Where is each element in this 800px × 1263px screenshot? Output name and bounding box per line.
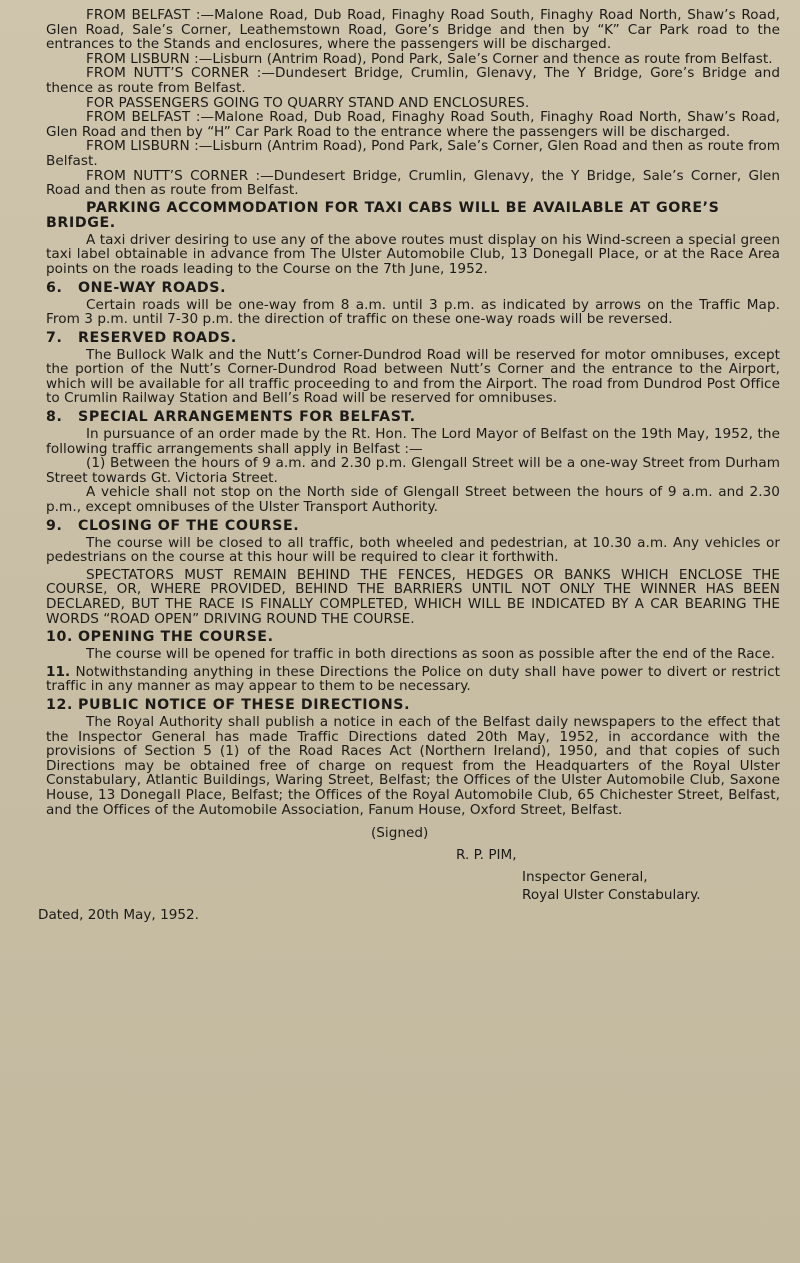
glengall-no-stopping-paragraph: A vehicle shall not stop on the North side of Glengall Street between the hours of 9 a.m. and 2.30 p.m., except omnibuses of the Ulster Transport Authority. <box>46 484 780 516</box>
glengall-one-way-paragraph: (1) Between the hours of 9 a.m. and 2.30 p.m. Glengall Street will be a one-way Street from Durham Street towards Gt. Victoria Street. <box>46 455 780 486</box>
route-belfast-quarry: FROM BELFAST :—Malone Road, Dub Road, Finaghy Road South, Finaghy Road North, Shaw’s Road, Glen Road and then by “H” Car Park Road to the entrance where the passengers will be discharged. <box>46 109 780 140</box>
section-9-heading <box>46 519 780 534</box>
taxi-label-paragraph: A taxi driver desiring to use any of the above routes must display on his Wind-screen a special green taxi label obtainable in advance from The Ulster Automobile Club, 13 Donegall Place, or at the Race Area points on the roads leading to the Course on the 7th June, 1952. <box>46 231 780 277</box>
section-11-number: 11. <box>46 663 71 680</box>
route-nutts-corner-stands: FROM NUTT’S CORNER :—Dundesert Bridge, Crumlin, Glenavy, The Y Bridge, Gore’s Bridge and thence as route from Belfast. <box>46 65 780 96</box>
section-12-heading <box>46 698 780 713</box>
signatory-title: Inspector General, <box>522 869 648 886</box>
section-6-heading <box>46 281 780 296</box>
section-10-number: 10. <box>46 629 73 646</box>
route-lisburn-stands: FROM LISBURN :—Lisburn (Antrim Road), Pond Park, Sale’s Corner and thence as route from Belfast. <box>86 50 773 67</box>
taxi-parking-heading-text: PARKING ACCOMMODATION FOR TAXI CABS WILL BE AVAILABLE AT GORE’S BRIDGE. <box>46 199 720 231</box>
section-12-title: PUBLIC NOTICE OF THESE DIRECTIONS. <box>78 696 411 713</box>
reserved-roads-paragraph: The Bullock Walk and the Nutt’s Corner-Dundrod Road will be reserved for motor omnibuses, except the portion of the Nutt’s Corner-Dundrod Road between Nutt’s Corner and the entrance to the Airport, which will be available for all traffic proceeding to and from the Airport. The road from Dundrod Post Office to Crumlin Railway Station and Bell’s Road will be reserved for omnibuses. <box>46 346 780 407</box>
route-lisburn-quarry: FROM LISBURN :—Lisburn (Antrim Road), Pond Park, Sale’s Corner, Glen Road and then as route from Belfast. <box>46 138 780 169</box>
spectators-warning-paragraph: SPECTATORS MUST REMAIN BEHIND THE FENCES, HEDGES OR BANKS WHICH ENCLOSE THE COURSE, OR, WHERE PROVIDED, BEHIND THE BARRIERS UNTIL NOT ONLY THE WINNER HAS BEEN DECLARED, BUT THE RACE IS FINALLY COMPLETED, WHICH WILL BE INDICATED BY A CAR BEARING THE WORDS “ROAD OPEN” DRIVING ROUND THE COURSE. <box>46 566 780 627</box>
one-way-roads-paragraph: Certain roads will be one-way from 8 a.m. until 3 p.m. as indicated by arrows on the Traffic Map. From 3 p.m. until 7-30 p.m. the direction of traffic on these one-way roads will be reversed. <box>46 296 780 328</box>
route-nutts-corner-quarry: FROM NUTT’S CORNER :—Dundesert Bridge, Crumlin, Glenavy, the Y Bridge, Sale’s Corner, Glen Road and then as route from Belfast. <box>46 167 780 199</box>
section-8-number: 8. <box>46 409 63 426</box>
signed-label: (Signed) <box>371 825 429 842</box>
lord-mayor-order-paragraph: In pursuance of an order made by the Rt. Hon. The Lord Mayor of Belfast on the 19th May, 1952, the following traffic arrangements shall apply in Belfast :— <box>46 426 780 457</box>
signatory-name: R. P. PIM, <box>456 847 517 864</box>
public-notice-paragraph: The Royal Authority shall publish a notice in each of the Belfast daily newspapers to the effect that the Inspector General has made Traffic Directions dated 20th May, 1952, in accordance with the provisions of Section 5 (1) of the Road Races Act (Northern Ireland), 1950, and that copies of such Directions may be obtained free of charge on request from the Headquarters of the Royal Ulster Constabulary, Atlantic Buildings, Waring Street, Belfast; the Offices of the Ulster Automobile Club, Saxone House, 13 Donegall Place, Belfast; the Offices of the Royal Automobile Club, 65 Chichester Street, Belfast, and the Offices of the Automobile Association, Fanum House, Oxford Street, Belfast. <box>46 713 780 818</box>
section-7-heading <box>46 331 780 346</box>
date-line: Dated, 20th May, 1952. <box>38 907 199 924</box>
section-7-number: 7. <box>46 329 63 346</box>
section-8-title: SPECIAL ARRANGEMENTS FOR BELFAST. <box>78 409 416 426</box>
section-10-title: OPENING THE COURSE. <box>78 629 274 646</box>
section-9-title: CLOSING OF THE COURSE. <box>78 517 300 534</box>
taxi-parking-heading <box>46 201 780 231</box>
section-6-number: 6. <box>46 279 63 296</box>
course-closed-paragraph: The course will be closed to all traffic, both wheeled and pedestrian, at 10.30 a.m. Any vehicles or pedestrians on the course at this hour will be required to clear it forthwith. <box>46 534 780 566</box>
route-belfast-stands: FROM BELFAST :—Malone Road, Dub Road, Finaghy Road South, Finaghy Road North, Shaw’s Road, Glen Road, Sale’s Corner, Leathemstown Road, Gore’s Bridge and then by “K” Car Park road to the entrances to the Stands and enclosures, where the passengers will be discharged. <box>46 7 780 53</box>
signatory-organisation: Royal Ulster Constabulary. <box>522 887 701 904</box>
signature-block <box>38 825 780 945</box>
section-10-heading <box>46 630 780 645</box>
section-7-title: RESERVED ROADS. <box>78 329 237 346</box>
quarry-stand-heading: FOR PASSENGERS GOING TO QUARRY STAND AND ENCLOSURES. <box>86 94 530 111</box>
section-11-paragraph <box>46 665 780 694</box>
section-8-heading <box>46 410 780 425</box>
section-12-number: 12. <box>46 696 73 713</box>
course-opened-paragraph: The course will be opened for traffic in both directions as soon as possible after the end of the Race. <box>86 646 775 663</box>
section-9-number: 9. <box>46 517 63 534</box>
section-6-title: ONE-WAY ROADS. <box>78 279 227 296</box>
section-11-text: Notwithstanding anything in these Directions the Police on duty shall have power to divert or restrict traffic in any manner as may appear to them to be necessary. <box>46 663 780 695</box>
